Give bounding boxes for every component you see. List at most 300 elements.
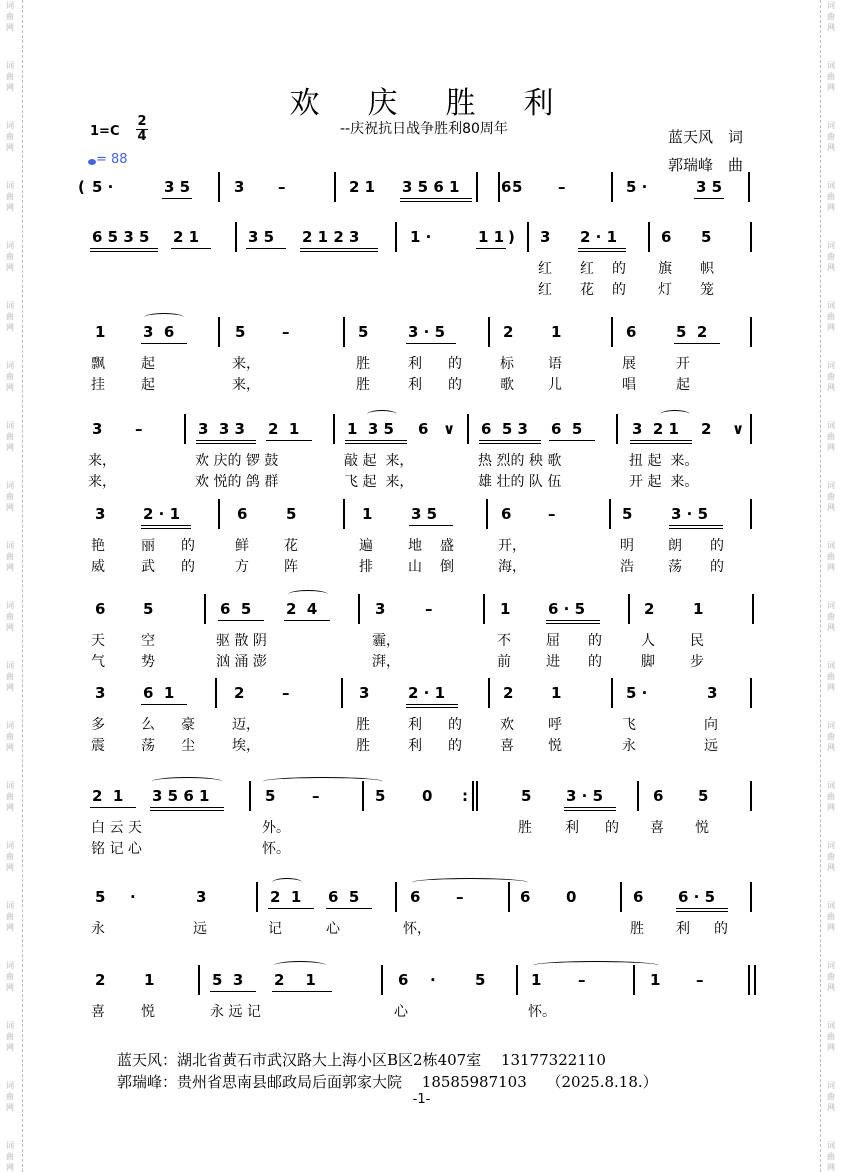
melody-note: 6 5 <box>220 600 252 618</box>
duration-underline <box>476 248 506 249</box>
bar-line <box>198 965 200 995</box>
melody-note: 5 <box>475 971 486 989</box>
melody-note: – <box>282 323 290 341</box>
lyric-verse-2: 的 <box>448 377 462 393</box>
lyric-verse-2: 尘 <box>181 738 195 754</box>
bar-line <box>235 222 237 252</box>
lyric-verse-2: 湃， <box>372 654 400 670</box>
watermark-text: 词曲网 <box>827 241 835 272</box>
melody-note: 3 6 <box>143 323 175 341</box>
melody-note: 5 <box>622 505 633 523</box>
footer-line-lyricist: 蓝天风：湖北省黄石市武汉路大上海小区B区2栋407室 13177322110 <box>117 1051 606 1069</box>
bar-line <box>333 414 335 444</box>
quarter-note-icon <box>88 159 96 165</box>
melody-note: – <box>312 787 320 805</box>
watermark-text: 词曲网 <box>827 901 835 932</box>
bar-line <box>215 678 217 708</box>
lyric-verse-2: 的 <box>181 559 195 575</box>
duration-underline <box>578 251 626 252</box>
melody-note: 5 · <box>626 178 648 196</box>
melody-note: 3 5 6 1 <box>402 178 460 196</box>
melody-note: ∨ <box>443 420 456 438</box>
watermark-text: 词曲网 <box>6 181 14 212</box>
duration-underline <box>694 198 724 199</box>
duration-underline <box>210 991 256 992</box>
lyric-verse-1: 怀， <box>403 921 431 937</box>
duration-underline <box>578 248 626 249</box>
melody-note: 1 1 <box>478 228 505 246</box>
melody-note: – <box>278 178 286 196</box>
bar-line <box>748 965 750 995</box>
lyric-verse-1: 么 <box>141 717 155 733</box>
lyric-verse-1: 帜 <box>700 261 714 277</box>
melody-note: 2 · 1 <box>408 684 446 702</box>
duration-underline <box>141 704 187 705</box>
bar-line <box>516 965 518 995</box>
bar-line <box>395 882 397 912</box>
lyric-verse-2: 歌 <box>500 377 514 393</box>
bar-line <box>750 499 752 529</box>
melody-note: 2 · 1 <box>580 228 618 246</box>
melody-note: 1 <box>144 971 155 989</box>
watermark-text: 词曲网 <box>827 541 835 572</box>
melody-note: 6 <box>520 888 531 906</box>
slur-arc <box>263 777 383 786</box>
melody-note: 5 · <box>92 178 114 196</box>
lyric-verse-2: 铭 记 心 <box>91 841 142 857</box>
duration-underline <box>546 623 600 624</box>
bar-line <box>611 317 613 347</box>
lyric-verse-1: 艳 <box>91 538 105 554</box>
bar-line <box>343 317 345 347</box>
melody-note: 2 1 <box>268 420 300 438</box>
lyric-verse-1: 胜 <box>518 820 532 836</box>
melody-note: 3 <box>95 505 106 523</box>
lyric-verse-1: 欢 <box>500 717 514 733</box>
slur-arc <box>660 410 690 419</box>
watermark-text: 词曲网 <box>827 1 835 32</box>
watermark-text: 词曲网 <box>827 1141 835 1172</box>
tempo-value: = 88 <box>96 152 128 167</box>
duration-underline <box>141 343 187 344</box>
lyric-verse-2: 汹 涌 澎 <box>216 654 267 670</box>
bar-line <box>750 882 752 912</box>
lyric-verse-1: 空 <box>141 633 155 649</box>
melody-note: 1 <box>362 505 373 523</box>
duration-underline <box>669 528 723 529</box>
lyric-verse-1: 地 <box>408 538 422 554</box>
watermark-text: 词曲网 <box>827 481 835 512</box>
melody-note: 0 <box>422 787 433 805</box>
watermark-text: 词曲网 <box>827 661 835 692</box>
bar-line <box>748 172 750 202</box>
duration-underline <box>90 251 158 252</box>
watermark-text: 词曲网 <box>6 301 14 332</box>
lyric-verse-1: 花 <box>284 538 298 554</box>
lyric-verse-1: 盛 <box>440 538 454 554</box>
melody-note: 2 1 <box>270 888 302 906</box>
lyric-verse-1: 驱 散 阴 <box>216 633 267 649</box>
lyric-verse-2: 唱 <box>622 377 636 393</box>
duration-underline <box>630 440 692 441</box>
lyric-verse-1: 明 <box>620 538 634 554</box>
slur-arc <box>274 961 326 970</box>
lyric-verse-2: 浩 <box>620 559 634 575</box>
duration-underline <box>549 440 595 441</box>
lyric-verse-1: 的 <box>612 261 626 277</box>
lyric-verse-2: 起 <box>676 377 690 393</box>
duration-underline <box>162 198 192 199</box>
melody-note: 1 <box>650 971 661 989</box>
melody-note: 3 · 5 <box>408 323 446 341</box>
melody-note: – <box>425 600 433 618</box>
melody-note: 6 <box>237 505 248 523</box>
melody-note: · <box>130 888 136 906</box>
lyric-verse-1: 豪 <box>181 717 195 733</box>
duration-underline <box>345 443 407 444</box>
melody-note: 1 · <box>410 228 432 246</box>
lyric-verse-2: 势 <box>141 654 155 670</box>
duration-underline <box>284 620 330 621</box>
bar-line <box>467 414 469 444</box>
duration-underline <box>150 810 224 811</box>
melody-note: 2 · 1 <box>143 505 181 523</box>
bar-line <box>184 414 186 444</box>
lyricist-credit: 蓝天风 词 <box>668 128 744 146</box>
lyric-verse-1: 的 <box>588 633 602 649</box>
lyric-verse-2: 气 <box>91 654 105 670</box>
duration-underline <box>674 343 720 344</box>
melody-note: 5 <box>512 178 523 196</box>
melody-note: 3 · 5 <box>566 787 604 805</box>
duration-underline <box>345 440 407 441</box>
bar-line <box>343 499 345 529</box>
lyric-verse-2: 埃， <box>232 738 260 754</box>
duration-underline <box>409 525 453 526</box>
duration-underline <box>406 704 458 705</box>
watermark-text: 词曲网 <box>6 901 14 932</box>
lyric-verse-1: 利 <box>676 921 690 937</box>
lyric-verse-1: 来， <box>88 453 116 469</box>
melody-note: – <box>282 684 290 702</box>
lyric-verse-1: 呼 <box>548 717 562 733</box>
melody-note: 2 <box>95 971 106 989</box>
meter-bottom: 4 <box>137 129 147 144</box>
lyric-verse-1: 的 <box>714 921 728 937</box>
melody-note: 6 · 5 <box>678 888 716 906</box>
melody-note: – <box>456 888 464 906</box>
watermark-text: 词曲网 <box>827 61 835 92</box>
melody-note: 5 <box>375 787 386 805</box>
melody-note: – <box>578 971 586 989</box>
watermark-text: 词曲网 <box>6 121 14 152</box>
bar-line <box>527 222 529 252</box>
lyric-verse-1: 欢 庆的 锣 鼓 <box>195 453 279 469</box>
lyric-verse-1: 喜 <box>650 820 664 836</box>
watermark-text: 词曲网 <box>827 1081 835 1112</box>
watermark-text: 词曲网 <box>827 781 835 812</box>
watermark-text: 词曲网 <box>6 361 14 392</box>
lyric-verse-1: 开， <box>498 538 526 554</box>
melody-note: 2 1 <box>349 178 376 196</box>
lyric-verse-1: 的 <box>710 538 724 554</box>
watermark-text: 词曲网 <box>827 841 835 872</box>
bar-line <box>750 317 752 347</box>
duration-underline <box>564 807 616 808</box>
lyric-verse-2: 起 <box>141 377 155 393</box>
bar-line <box>204 594 206 624</box>
bar-line <box>648 222 650 252</box>
watermark-text: 词曲网 <box>6 1 14 32</box>
duration-underline <box>630 443 692 444</box>
melody-note: 1 <box>500 600 511 618</box>
bar-line <box>472 781 474 811</box>
lyric-verse-1: 利 <box>565 820 579 836</box>
bar-line <box>628 594 630 624</box>
lyric-verse-2: 利 <box>408 377 422 393</box>
bar-line <box>498 172 500 202</box>
melody-note: 6 <box>653 787 664 805</box>
lyric-verse-1: 起 <box>141 356 155 372</box>
watermark-text: 词曲网 <box>6 721 14 752</box>
bar-line <box>476 172 478 202</box>
melody-note: 2 <box>701 420 712 438</box>
lyric-verse-2: 前 <box>497 654 511 670</box>
melody-note: 3 <box>95 684 106 702</box>
lyric-verse-1: 飞 <box>622 717 636 733</box>
lyric-verse-2: 笼 <box>700 282 714 298</box>
watermark-text: 词曲网 <box>6 1141 14 1172</box>
lyric-verse-2: 倒 <box>440 559 454 575</box>
lyric-verse-1: 旗 <box>658 261 672 277</box>
melody-note: 6 <box>633 888 644 906</box>
watermark-text: 词曲网 <box>6 241 14 272</box>
lyric-verse-1: 利 <box>408 717 422 733</box>
melody-note: 6 <box>501 505 512 523</box>
lyric-verse-1: 心 <box>394 1004 408 1020</box>
bar-line <box>218 172 220 202</box>
melody-note: 1 3 5 <box>347 420 394 438</box>
melody-note: 6 5 3 5 <box>92 228 150 246</box>
lyric-verse-1: 人 <box>641 633 655 649</box>
duration-underline <box>564 810 616 811</box>
lyric-verse-2: 步 <box>690 654 704 670</box>
watermark-text: 词曲网 <box>827 181 835 212</box>
duration-underline <box>266 440 312 441</box>
footer-line-composer: 郭瑞峰：贵州省思南县邮政局后面郭家大院 18585987103 （2025.8.18.） <box>117 1073 658 1091</box>
duration-underline <box>479 440 541 441</box>
lyric-verse-1: 霾， <box>372 633 400 649</box>
lyric-verse-2: 进 <box>546 654 560 670</box>
duration-underline <box>546 620 600 621</box>
tempo-marking <box>88 152 128 167</box>
lyric-verse-2: 雄 壮的 队 伍 <box>478 474 562 490</box>
watermark-text: 词曲网 <box>6 661 14 692</box>
lyric-verse-2: 荡 <box>141 738 155 754</box>
bar-line <box>488 317 490 347</box>
melody-note: 6 5 <box>551 420 583 438</box>
lyric-verse-2: 胜 <box>356 377 370 393</box>
bar-line <box>381 965 383 995</box>
lyric-verse-2: 海， <box>498 559 526 575</box>
melody-note: 2 1 <box>274 971 316 989</box>
melody-note: 6 5 3 <box>481 420 528 438</box>
lyric-verse-2: 的 <box>448 738 462 754</box>
slur-arc <box>152 777 222 786</box>
duration-underline <box>406 707 458 708</box>
melody-note: ∨ <box>732 420 745 438</box>
lyric-verse-2: 喜 <box>500 738 514 754</box>
lyric-verse-2: 花 <box>580 282 594 298</box>
bar-line <box>358 594 360 624</box>
duration-underline <box>141 525 191 526</box>
melody-note: 2 1 <box>92 787 124 805</box>
slur-arc <box>144 313 184 322</box>
lyric-verse-1: 永 远 记 <box>210 1004 261 1020</box>
lyric-verse-1: 不 <box>497 633 511 649</box>
melody-note: – <box>696 971 704 989</box>
melody-note: ) <box>508 228 515 246</box>
duration-underline <box>669 525 723 526</box>
lyric-verse-1: 白 云 天 <box>91 820 142 836</box>
melody-note: 5 <box>286 505 297 523</box>
lyric-verse-1: 天 <box>91 633 105 649</box>
duration-underline <box>300 251 378 252</box>
lyric-verse-1: 的 <box>181 538 195 554</box>
melody-note: 6 <box>398 971 409 989</box>
right-watermark-strip <box>820 0 843 1172</box>
melody-note: 5 2 <box>676 323 708 341</box>
duration-underline <box>400 201 472 202</box>
lyric-verse-1: 热 烈的 秧 歌 <box>478 453 562 469</box>
watermark-text: 词曲网 <box>827 301 835 332</box>
lyric-verse-2: 飞 起 来， <box>344 474 414 490</box>
lyric-verse-2: 红 <box>538 282 552 298</box>
lyric-verse-2: 武 <box>141 559 155 575</box>
melody-note: 3 5 6 1 <box>152 787 210 805</box>
lyric-verse-1: 丽 <box>141 538 155 554</box>
lyric-verse-1: 朗 <box>668 538 682 554</box>
lyric-verse-1: 鲜 <box>235 538 249 554</box>
lyric-verse-1: 语 <box>548 356 562 372</box>
lyric-verse-2: 开 起 来。 <box>629 474 699 490</box>
melody-note: 2 <box>644 600 655 618</box>
bar-line <box>750 678 752 708</box>
bar-line <box>218 317 220 347</box>
melody-note: 3 5 <box>696 178 723 196</box>
melody-note: 6 5 <box>328 888 360 906</box>
lyric-verse-1: 红 <box>580 261 594 277</box>
lyric-verse-1: 胜 <box>356 717 370 733</box>
bar-line <box>750 781 752 811</box>
bar-line <box>334 172 336 202</box>
lyric-verse-2: 方 <box>235 559 249 575</box>
duration-underline <box>196 440 256 441</box>
lyric-verse-1: 迈， <box>232 717 260 733</box>
song-title: 欢庆胜利 <box>289 86 602 121</box>
lyric-verse-2: 灯 <box>658 282 672 298</box>
bar-line <box>750 414 752 444</box>
watermark-text: 词曲网 <box>6 61 14 92</box>
melody-note: 2 4 <box>286 600 318 618</box>
lyric-verse-1: 遍 <box>359 538 373 554</box>
melody-note: 5 3 <box>212 971 244 989</box>
melody-note: 3 <box>359 684 370 702</box>
slur-arc <box>412 878 528 887</box>
melody-note: 2 <box>234 684 245 702</box>
melody-note: – <box>558 178 566 196</box>
slur-arc <box>533 961 659 970</box>
watermark-text: 词曲网 <box>6 481 14 512</box>
lyric-verse-2: 的 <box>588 654 602 670</box>
melody-note: 2 <box>503 323 514 341</box>
lyric-verse-1: 胜 <box>356 356 370 372</box>
lyric-verse-2: 来， <box>232 377 260 393</box>
lyric-verse-2: 悦 <box>548 738 562 754</box>
melody-note: 5 <box>265 787 276 805</box>
watermark-text: 词曲网 <box>6 841 14 872</box>
melody-note: 5 <box>521 787 532 805</box>
page-number: -1- <box>412 1092 431 1107</box>
lyric-verse-1: 悦 <box>141 1004 155 1020</box>
melody-note: 1 <box>95 323 106 341</box>
lyric-verse-1: 的 <box>448 717 462 733</box>
melody-note: 5 <box>358 323 369 341</box>
melody-note: 1 <box>531 971 542 989</box>
lyric-verse-2: 利 <box>408 738 422 754</box>
lyric-verse-1: 的 <box>448 356 462 372</box>
melody-note: 5 <box>701 228 712 246</box>
melody-note: 1 <box>693 600 704 618</box>
lyric-verse-1: 红 <box>538 261 552 277</box>
lyric-verse-2: 排 <box>359 559 373 575</box>
duration-underline <box>90 807 136 808</box>
bar-line <box>488 678 490 708</box>
bar-line <box>249 781 251 811</box>
melody-note: 3 <box>375 600 386 618</box>
watermark-text: 词曲网 <box>827 721 835 752</box>
lyric-verse-1: 民 <box>690 633 704 649</box>
lyric-verse-1: 利 <box>408 356 422 372</box>
bar-line <box>752 594 754 624</box>
duration-underline <box>218 620 264 621</box>
lyric-verse-2: 胜 <box>356 738 370 754</box>
lyric-verse-1: 来， <box>232 356 260 372</box>
watermark-text: 词曲网 <box>827 421 835 452</box>
lyric-verse-1: 屈 <box>546 633 560 649</box>
watermark-text: 词曲网 <box>827 601 835 632</box>
song-subtitle: --庆祝抗日战争胜利80周年 <box>340 121 508 137</box>
melody-note: 3 5 <box>248 228 275 246</box>
lyric-verse-1: 向 <box>704 717 718 733</box>
watermark-text: 词曲网 <box>827 121 835 152</box>
bar-line <box>611 172 613 202</box>
melody-note: ( <box>78 178 85 196</box>
duration-underline <box>141 528 191 529</box>
melody-note: 3 <box>92 420 103 438</box>
lyric-verse-2: 荡 <box>668 559 682 575</box>
lyric-verse-1: 悦 <box>695 820 709 836</box>
melody-note: 2 1 <box>173 228 200 246</box>
watermark-text: 词曲网 <box>6 961 14 992</box>
lyric-verse-1: 飘 <box>91 356 105 372</box>
watermark-text: 词曲网 <box>6 781 14 812</box>
melody-note: 6 1 <box>143 684 175 702</box>
melody-note: 3 5 <box>164 178 191 196</box>
lyric-verse-2: 震 <box>91 738 105 754</box>
lyric-verse-2: 来， <box>88 474 116 490</box>
melody-note: 5 <box>698 787 709 805</box>
